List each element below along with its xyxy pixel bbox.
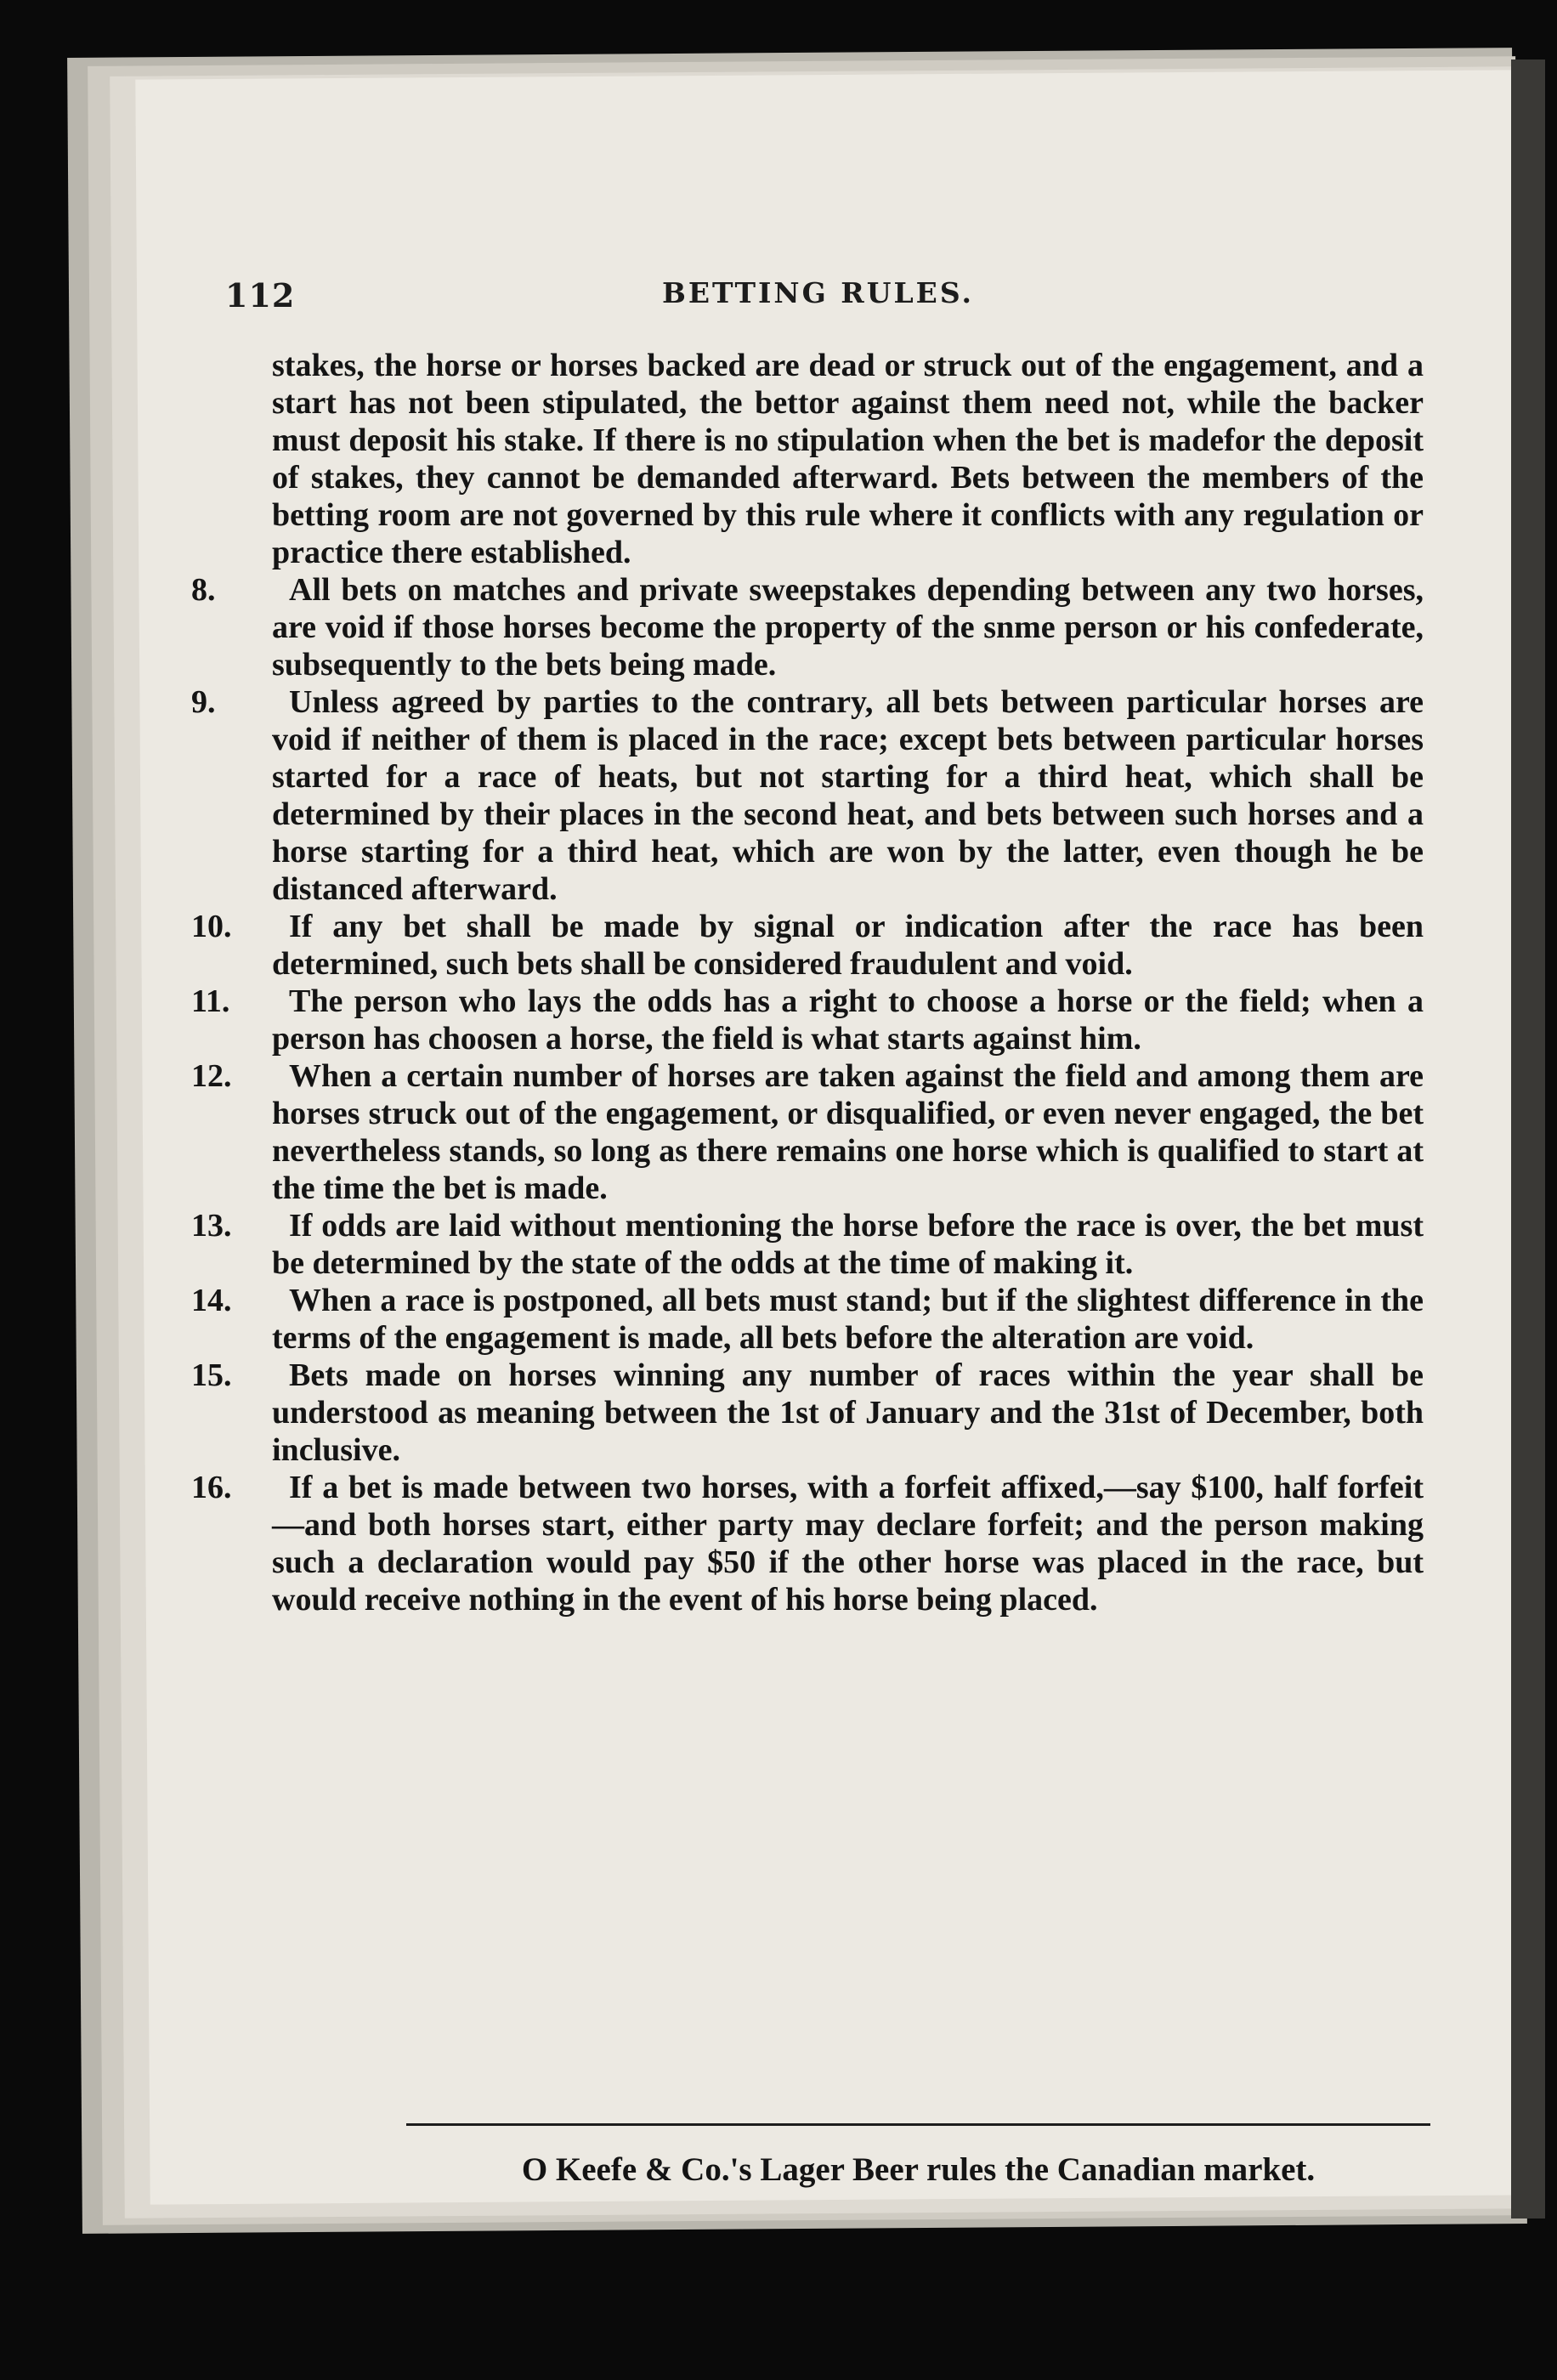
footer-divider — [406, 2123, 1430, 2126]
running-head: BETTING RULES. — [662, 276, 974, 309]
rule-text: If a bet is made between two horses, with a forfeit affixed,—say $100, half forfeit—and both horses start, either party may declare forfeit; and the person making such a declaration would pay $50 if the other horse was placed in the race, but would receive nothing in the event of his horse being placed. — [272, 1470, 1424, 1618]
rule-item — [191, 983, 1424, 1057]
rule-item — [191, 1057, 1424, 1207]
intro-paragraph: stakes, the horse or horses backed are dead or struck out of the engagement, and a start has not been stipulated, the bettor against them need not, while the backer must deposit his stake. If there is no stipulation when the bet is madefor the deposit of stakes, they cannot be demanded afterward. Bets between the members of the betting room are not governed by this rule where it conflicts with any regulation or practice there established. — [272, 348, 1424, 570]
rule-item — [191, 1357, 1424, 1469]
rule-item — [191, 908, 1424, 983]
rule-number: 11. — [191, 983, 230, 1019]
rule-number: 15. — [191, 1357, 232, 1393]
rule-text: When a certain number of horses are taken against the field and among them are horses struck out of the engagement, or disqualified, or even never engaged, the bet nevertheless stands, so long as there remains one horse which is qualified to start at the time the bet is made. — [272, 1058, 1424, 1206]
footer-advertisement: O Keefe & Co.'s Lager Beer rules the Canadian market. — [521, 2151, 1316, 2188]
rule-number: 16. — [191, 1470, 232, 1505]
rule-number: 13. — [191, 1208, 232, 1244]
page-header — [225, 276, 1411, 327]
rule-item — [191, 1469, 1424, 1618]
rule-text: When a race is postponed, all bets must stand; but if the slightest difference in the terms of the engagement is made, all bets before the alteration are void. — [272, 1283, 1424, 1356]
page-number: 112 — [225, 276, 296, 314]
rule-text: If any bet shall be made by signal or indication after the race has been determined, such bets shall be considered fraudulent and void. — [272, 909, 1424, 982]
rule-number: 14. — [191, 1283, 232, 1318]
book-spine-edge — [1511, 60, 1545, 2218]
rule-number: 12. — [191, 1058, 232, 1094]
rule-number: 10. — [191, 909, 232, 944]
rule-item — [191, 683, 1424, 908]
rule-number: 8. — [191, 572, 216, 608]
rule-item — [191, 1282, 1424, 1357]
rule-text: Unless agreed by parties to the contrary, all bets between particular horses are void if neither of them is placed in the race; except bets between particular horses started for a race of heats, but not starting for a third heat, which shall be determined by their places in the second heat, and bets between such horses and a horse starting for a third heat, which are won by the latter, even though he be distanced afterward. — [272, 684, 1424, 907]
rule-text: All bets on matches and private sweepstakes depending between any two horses, are void if those horses become the property of the snme person or his confederate, subsequently to the bets being made. — [272, 572, 1424, 683]
rule-item — [191, 1207, 1424, 1282]
rule-number: 9. — [191, 684, 216, 720]
page-body — [191, 347, 1424, 1618]
rule-item — [191, 571, 1424, 683]
rule-text: The person who lays the odds has a right to choose a horse or the field; when a person has choosen a horse, the field is what starts against him. — [272, 983, 1424, 1057]
rule-text: Bets made on horses winning any number of races within the year shall be understood as meaning between the 1st of January and the 31st of December, both inclusive. — [272, 1357, 1424, 1468]
rule-text: If odds are laid without mentioning the horse before the race is over, the bet must be determined by the state of the odds at the time of making it. — [272, 1208, 1424, 1281]
